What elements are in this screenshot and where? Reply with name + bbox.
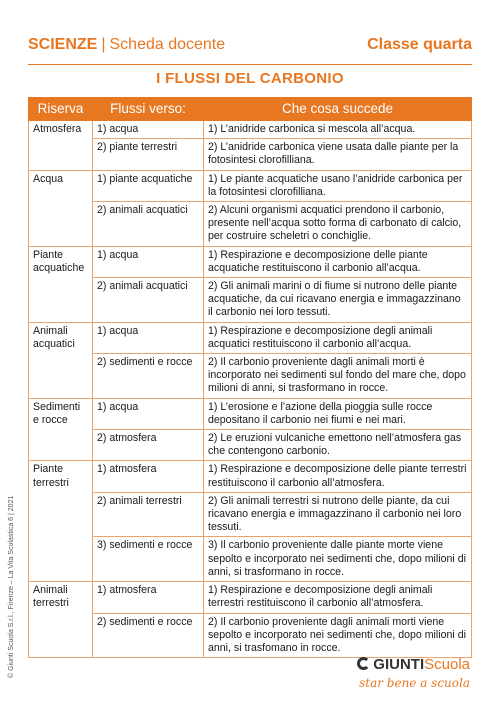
description-cell: 1) Respirazione e decomposizione degli animali acquatici restituiscono il carbonio all’acqua. bbox=[204, 322, 472, 353]
reserve-cell: Piante acquatiche bbox=[29, 246, 93, 322]
flow-cell: 1) acqua bbox=[93, 121, 204, 139]
description-cell: 2) Alcuni organismi acquatici prendono il carbonio, presente nell’acqua sotto forma di carbonato di calcio, per costruire scheletri o conchiglie. bbox=[204, 202, 472, 247]
flow-cell: 2) animali terrestri bbox=[93, 492, 204, 537]
giunti-g-icon bbox=[357, 657, 370, 670]
description-cell: 1) Respirazione e decomposizione delle piante acquatiche restituiscono il carbonio all’acqua. bbox=[204, 246, 472, 277]
table-row bbox=[29, 537, 472, 582]
table-row bbox=[29, 354, 472, 399]
flow-cell: 1) acqua bbox=[93, 322, 204, 353]
flow-cell: 3) sedimenti e rocce bbox=[93, 537, 204, 582]
reserve-cell: Animali terrestri bbox=[29, 582, 93, 658]
table-row bbox=[29, 170, 472, 201]
flow-cell: 2) sedimenti e rocce bbox=[93, 354, 204, 399]
table-row bbox=[29, 246, 472, 277]
flow-cell: 2) piante terrestri bbox=[93, 139, 204, 170]
description-cell: 2) Gli animali terrestri si nutrono delle piante, da cui ricavano energia e immagazzinano il carbonio nei loro tessuti. bbox=[204, 492, 472, 537]
description-cell: 2) Il carbonio proveniente dagli animali morti è incorporato nei sedimenti sul fondo del mare che, dopo milioni di anni, si trasformano in rocce. bbox=[204, 354, 472, 399]
page-title: I FLUSSI DEL CARBONIO bbox=[156, 70, 344, 87]
description-cell: 1) L’anidride carbonica si mescola all’acqua. bbox=[204, 121, 472, 139]
carbon-flux-table bbox=[28, 97, 472, 658]
table-row bbox=[29, 322, 472, 353]
sheet-label: Scheda docente bbox=[109, 36, 226, 53]
column-header-what: Che cosa succede bbox=[204, 98, 472, 121]
flow-cell: 2) animali acquatici bbox=[93, 278, 204, 323]
description-cell: 1) Respirazione e decomposizione delle piante terrestri restituiscono il carbonio all’atmosfera. bbox=[204, 461, 472, 492]
table-row bbox=[29, 202, 472, 247]
table-row bbox=[29, 121, 472, 139]
logo-brand-bold: GIUNTI bbox=[373, 656, 425, 673]
description-cell: 3) Il carbonio proveniente dalle piante morte viene sepolto e incorporato nei sedimenti che, dopo milioni di anni, si trasformano in rocce. bbox=[204, 537, 472, 582]
table-row bbox=[29, 398, 472, 429]
table-row bbox=[29, 139, 472, 170]
column-header-reserve: Riserva bbox=[29, 98, 93, 121]
logo-tagline: star bene a scuola bbox=[359, 676, 470, 690]
description-cell: 1) Le piante acquatiche usano l’anidride carbonica per la fotosintesi clorofilliana. bbox=[204, 170, 472, 201]
class-label: Classe quarta bbox=[367, 36, 472, 53]
reserve-cell: Sedimenti e rocce bbox=[29, 398, 93, 461]
flow-cell: 1) acqua bbox=[93, 246, 204, 277]
reserve-cell: Acqua bbox=[29, 170, 93, 246]
logo-brand bbox=[357, 656, 470, 673]
description-cell: 2) Le eruzioni vulcaniche emettono nell’atmosfera gas che contengono carbonio. bbox=[204, 430, 472, 461]
table-row bbox=[29, 278, 472, 323]
header-separator: | bbox=[101, 36, 106, 53]
flow-cell: 2) animali acquatici bbox=[93, 202, 204, 247]
flow-cell: 2) atmosfera bbox=[93, 430, 204, 461]
logo-brand-light: Scuola bbox=[424, 656, 470, 673]
description-cell: 2) Il carbonio proveniente dagli animali morti viene sepolto e incorporato nei sedimenti che, dopo milioni di anni, si trasfomano in rocce. bbox=[204, 613, 472, 658]
reserve-cell: Atmosfera bbox=[29, 121, 93, 171]
flow-cell: 1) acqua bbox=[93, 398, 204, 429]
description-cell: 1) L’erosione e l’azione della pioggia sulle rocce depositano il carbonio nei fiumi e nei mari. bbox=[204, 398, 472, 429]
reserve-cell: Animali acquatici bbox=[29, 322, 93, 398]
flow-cell: 1) atmosfera bbox=[93, 582, 204, 613]
table-row bbox=[29, 461, 472, 492]
table-row bbox=[29, 430, 472, 461]
table-row bbox=[29, 582, 472, 613]
flow-cell: 1) piante acquatiche bbox=[93, 170, 204, 201]
column-header-flow: Flussi verso: bbox=[93, 98, 204, 121]
page-header bbox=[28, 36, 472, 65]
description-cell: 2) Gli animali marini o di fiume si nutrono delle piante acquatiche, da cui ricavano energia e immagazzinano il carbonio nei loro tessuti. bbox=[204, 278, 472, 323]
header-left bbox=[28, 36, 225, 54]
description-cell: 1) Respirazione e decomposizione degli animali terrestri restituiscono il carbonio all’atmosfera. bbox=[204, 582, 472, 613]
copyright-credit: © Giunti Scuola S.r.l., Firenze – La Vita Scolastica 6 | 2021 bbox=[8, 495, 15, 678]
description-cell: 2) L’anidride carbonica viene usata dalle piante per la fotosintesi clorofilliana. bbox=[204, 139, 472, 170]
table-row bbox=[29, 613, 472, 658]
flow-cell: 2) sedimenti e rocce bbox=[93, 613, 204, 658]
publisher-logo bbox=[320, 656, 470, 696]
table-row bbox=[29, 492, 472, 537]
flow-cell: 1) atmosfera bbox=[93, 461, 204, 492]
table-header-row bbox=[29, 98, 472, 121]
subject-label: SCIENZE bbox=[28, 36, 98, 53]
reserve-cell: Piante terrestri bbox=[29, 461, 93, 582]
